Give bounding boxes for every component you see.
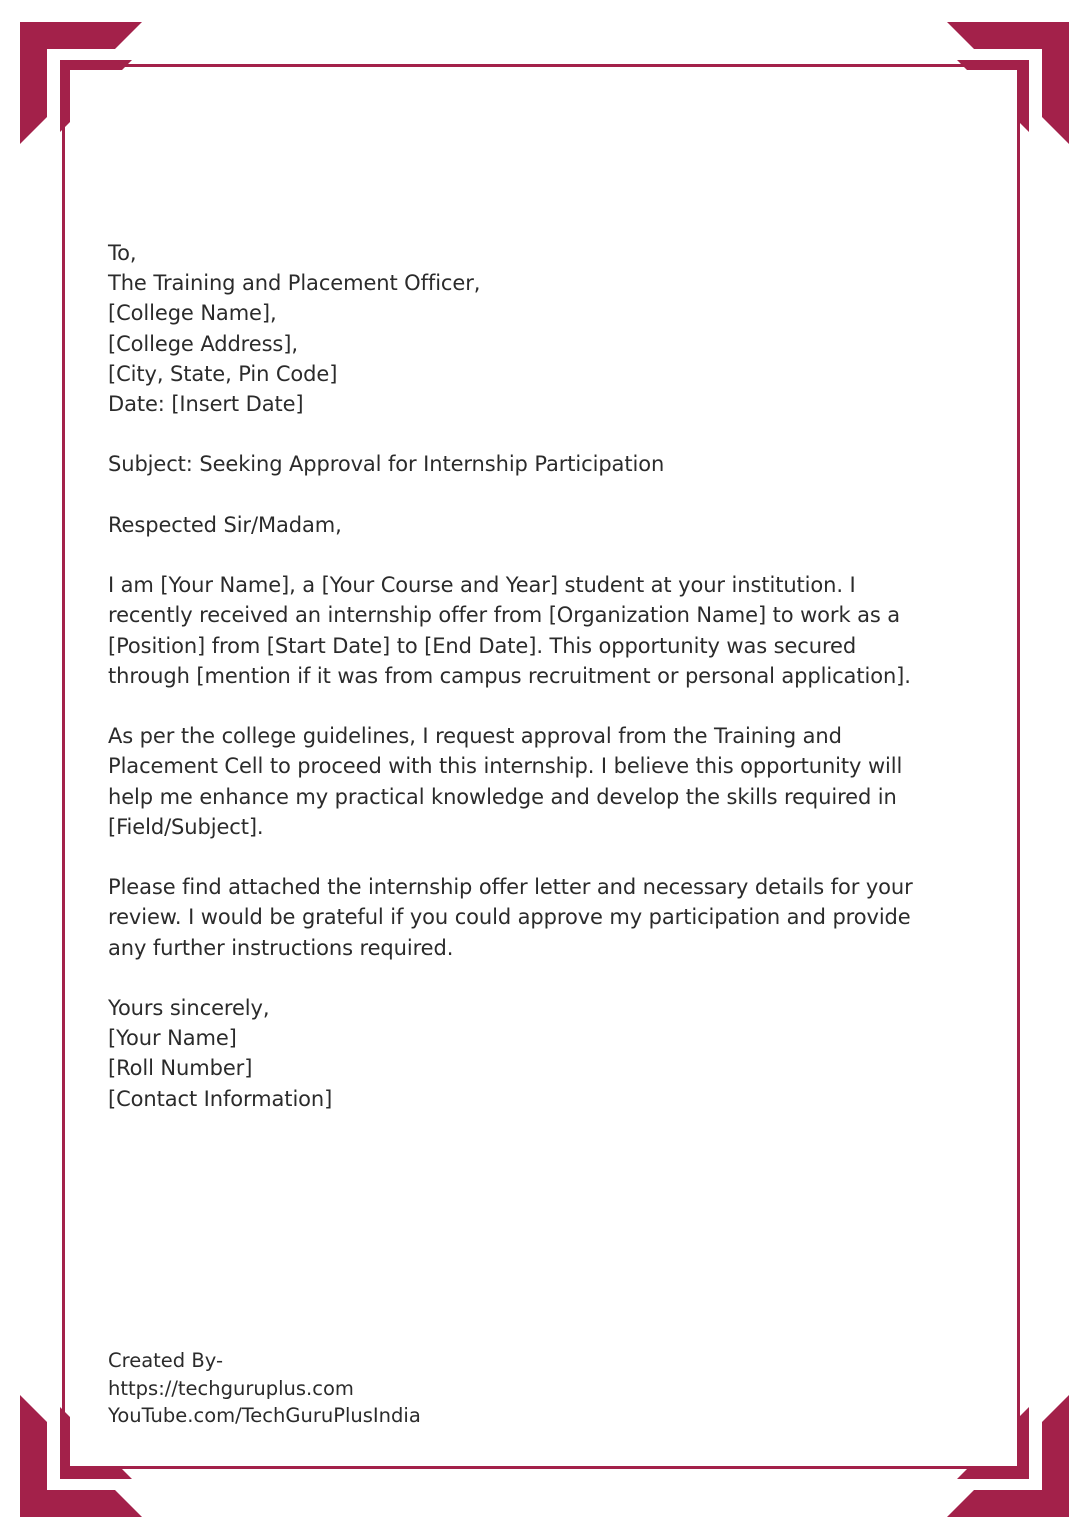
address-line: The Training and Placement Officer, (108, 271, 481, 296)
youtube-link[interactable]: YouTube.com/TechGuruPlusIndia (108, 1404, 421, 1427)
closing-line: [Your Name] (108, 1026, 237, 1051)
address-line: [College Name], (108, 301, 277, 326)
paragraph-line: through [mention if it was from campus recruitment or personal application]. (108, 663, 911, 688)
closing-line: Yours sincerely, (108, 995, 270, 1020)
paragraph-line: any further instructions required. (108, 935, 454, 960)
paragraph-line: As per the college guidelines, I request approval from the Training and (108, 724, 842, 749)
letter-subject: Subject: Seeking Approval for Internship Participation (108, 452, 665, 477)
paragraph-intro (108, 570, 988, 691)
paragraph-line: I am [Your Name], a [Your Course and Year] student at your institution. I (108, 573, 856, 598)
address-line: [City, State, Pin Code] (108, 361, 338, 386)
signature-block (108, 993, 988, 1114)
closing-line: [Roll Number] (108, 1056, 253, 1081)
created-by-label: Created By- (108, 1349, 223, 1372)
recipient-address (108, 238, 988, 419)
address-line: To, (108, 241, 137, 265)
paragraph-line: help me enhance my practical knowledge and develop the skills required in (108, 784, 897, 809)
corner-ornament-top-left (20, 22, 145, 147)
paragraph-line: Please find attached the internship offer letter and necessary details for your (108, 875, 913, 900)
letter-body (108, 238, 988, 1114)
paragraph-request (108, 721, 988, 842)
credits-footer (108, 1347, 421, 1430)
paragraph-attachment (108, 872, 988, 963)
paragraph-line: review. I would be grateful if you could approve my participation and provide (108, 905, 911, 930)
closing-line: [Contact Information] (108, 1086, 333, 1111)
address-line: [College Address], (108, 331, 298, 356)
paragraph-line: recently received an internship offer from [Organization Name] to work as a (108, 603, 901, 628)
website-link[interactable]: https://techguruplus.com (108, 1376, 354, 1400)
letter-date: Date: [Insert Date] (108, 392, 304, 417)
salutation: Respected Sir/Madam, (108, 512, 342, 537)
paragraph-line: [Position] from [Start Date] to [End Date]. This opportunity was secured (108, 633, 857, 658)
paragraph-line: Placement Cell to proceed with this internship. I believe this opportunity will (108, 754, 903, 779)
corner-ornament-top-right (944, 22, 1069, 147)
paragraph-line: [Field/Subject]. (108, 814, 264, 839)
corner-ornament-bottom-right (944, 1392, 1069, 1517)
